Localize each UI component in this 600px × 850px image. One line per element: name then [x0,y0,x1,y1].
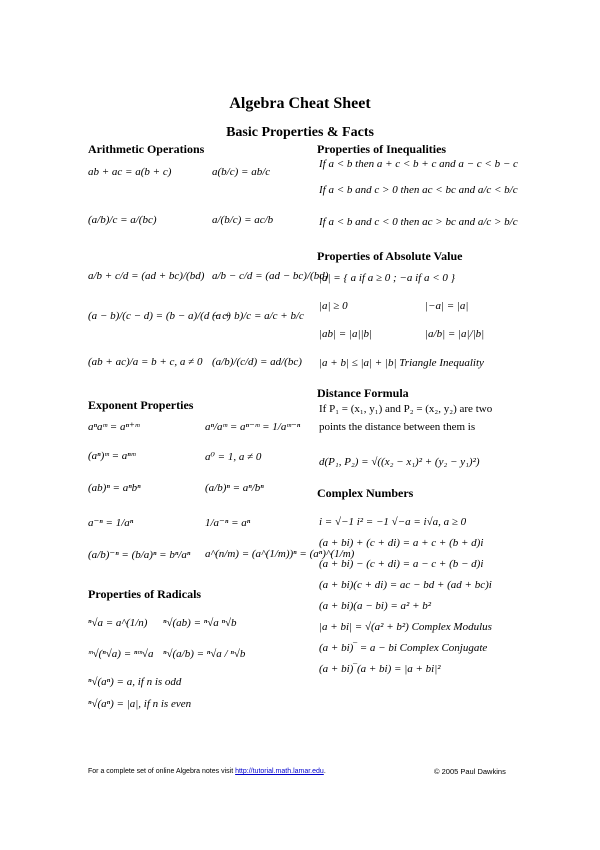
footer-period: . [323,768,326,775]
footer-note [88,768,326,775]
page-title: Algebra Cheat Sheet [229,95,371,112]
formula: |a/b| = |a|/|b| [425,328,485,340]
formula: a⁻ⁿ = 1/aⁿ [88,517,134,529]
footer-note-text: For a complete set of online Algebra notes visit [88,768,234,775]
formula: |a + bi| = √(a² + b²) Complex Modulus [319,621,492,633]
formula: ᵐ√(ⁿ√a) = ⁿᵐ√a [88,648,154,660]
formula: |a + b| ≤ |a| + |b| Triangle Inequality [319,357,484,369]
radicals-heading: Properties of Radicals [88,587,202,601]
formula: If a < b and c > 0 then ac < bc and a/c < b/c [319,184,518,196]
formula: ⁿ√(aⁿ) = a, if n is odd [88,676,182,688]
formula: |a| = { a if a ≥ 0 ; −a if a < 0 } [319,272,456,284]
distance-text-line2: points the distance between them is [319,421,476,433]
formula: a/b − c/d = (ad − bc)/(bd) [212,270,329,282]
formula: a^(n/m) = (a^(1/m))ⁿ = (aⁿ)^(1/m) [205,548,355,560]
formula: (a + bi)(a − bi) = a² + b² [319,600,432,612]
formula: (a/b)/c = a/(bc) [88,214,157,226]
inequalities-heading: Properties of Inequalities [317,142,447,156]
footer-copyright: © 2005 Paul Dawkins [434,767,506,776]
footer-link[interactable]: http://tutorial.math.lamar.edu [235,768,324,775]
formula: If a < b and c < 0 then ac > bc and a/c > b/c [319,216,518,228]
formula: a/(b/c) = ac/b [212,214,274,226]
formula: ⁿ√a = a^(1/n) [88,617,148,629]
formula: d(P₁, P₂) = √((x₂ − x₁)² + (y₂ − y₁)²) [319,456,480,468]
formula: (ab)ⁿ = aⁿbⁿ [88,482,141,494]
formula: |ab| = |a||b| [319,328,373,340]
formula: 1/a⁻ⁿ = aⁿ [205,517,251,529]
formula: (a + bi) + (c + di) = a + c + (b + d)i [319,537,484,549]
formula: (ab + ac)/a = b + c, a ≠ 0 [88,356,203,368]
formula: (a + b)/c = a/c + b/c [212,310,304,322]
formula: (a + bi)(c + di) = ac − bd + (ad + bc)i [319,579,492,591]
formula: a(b/c) = ab/c [212,166,271,178]
formula: ⁿ√(ab) = ⁿ√a ⁿ√b [163,617,237,629]
complex-heading: Complex Numbers [317,486,414,500]
formula: aⁿ/aᵐ = aⁿ⁻ᵐ = 1/aᵐ⁻ⁿ [205,421,301,433]
formula: (a/b)/(c/d) = ad/(bc) [212,356,302,368]
arithmetic-heading: Arithmetic Operations [88,142,205,156]
formula: |a| ≥ 0 [319,300,348,312]
distance-text-line1: If P₁ = (x₁, y₁) and P₂ = (x₂, y₂) are two [319,403,493,415]
formula: a/b + c/d = (ad + bc)/(bd) [88,270,205,282]
formula: (a + bi) − (c + di) = a − c + (b − d)i [319,558,484,570]
absolute-heading: Properties of Absolute Value [317,249,463,263]
exponent-heading: Exponent Properties [88,398,194,412]
formula: (a + bi)‾(a + bi) = |a + bi|² [319,663,441,675]
formula: ⁿ√(aⁿ) = |a|, if n is even [88,698,192,710]
formula: aⁿaᵐ = aⁿ⁺ᵐ [88,421,140,433]
page-subtitle: Basic Properties & Facts [226,125,374,140]
formula: ⁿ√(a/b) = ⁿ√a / ⁿ√b [163,648,246,660]
distance-heading: Distance Formula [317,386,409,400]
formula: (a − b)/(c − d) = (b − a)/(d − c) [88,310,231,322]
formula: If a < b then a + c < b + c and a − c < b − c [319,158,518,170]
formula: i = √−1 i² = −1 √−a = i√a, a ≥ 0 [319,516,467,528]
formula: (a + bi)‾ = a − bi Complex Conjugate [319,642,488,654]
formula: a⁰ = 1, a ≠ 0 [205,451,262,463]
formula: ab + ac = a(b + c) [88,166,172,178]
formula: (a/b)⁻ⁿ = (b/a)ⁿ = bⁿ/aⁿ [88,549,191,561]
formula: |−a| = |a| [425,300,469,312]
formula: (aⁿ)ᵐ = aⁿᵐ [88,450,136,462]
formula: (a/b)ⁿ = aⁿ/bⁿ [205,482,264,494]
